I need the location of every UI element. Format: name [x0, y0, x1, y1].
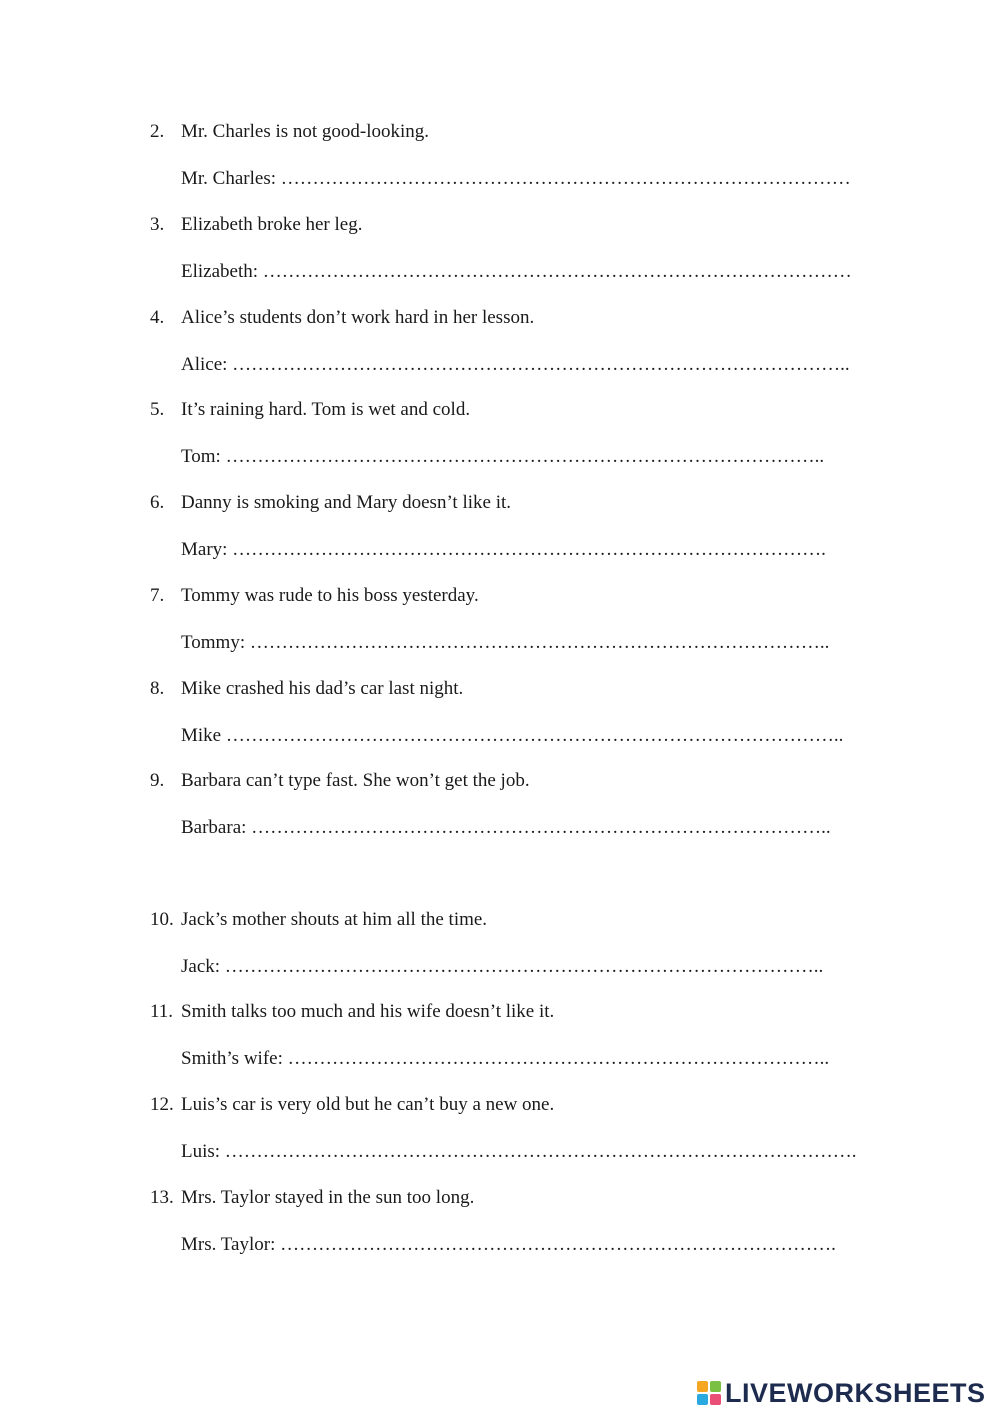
answer-line[interactable]: Tom: …………………………………………………………………………………..	[181, 446, 825, 467]
question-row	[150, 212, 880, 238]
exercise-item-11	[150, 999, 880, 1069]
question-row	[150, 583, 880, 609]
exercise-item-5	[150, 397, 880, 467]
exercise-item-9	[150, 768, 880, 838]
question-text: Luis’s car is very old but he can’t buy a new one.	[181, 1094, 555, 1115]
answer-line[interactable]: Mike ……………………………………………………………………………………..	[181, 725, 844, 746]
exercise-item-13	[150, 1185, 880, 1255]
question-row	[150, 397, 880, 423]
answer-line[interactable]: Mary: ………………………………………………………………………………….	[181, 539, 826, 560]
exercise-item-12	[150, 1092, 880, 1162]
exercise-item-4	[150, 305, 880, 375]
answer-line[interactable]: Elizabeth: …………………………………………………………………………………	[181, 261, 852, 282]
exercise-item-6	[150, 490, 880, 560]
logo-mark-icon	[697, 1381, 721, 1405]
question-text: Mike crashed his dad’s car last night.	[181, 678, 464, 699]
question-text: Smith talks too much and his wife doesn’t like it.	[181, 1001, 555, 1022]
answer-line[interactable]: Barbara: ………………………………………………………………………………..	[181, 817, 831, 838]
question-row	[150, 676, 880, 702]
item-number: 5.	[150, 399, 165, 420]
question-text: Alice’s students don’t work hard in her lesson.	[181, 307, 535, 328]
item-number: 10.	[150, 909, 174, 930]
question-row	[150, 1185, 880, 1211]
item-number: 3.	[150, 214, 165, 235]
item-number: 2.	[150, 121, 165, 142]
liveworksheets-logo	[697, 1377, 986, 1409]
answer-line[interactable]: Alice: ……………………………………………………………………………………..	[181, 354, 850, 375]
question-row	[150, 999, 880, 1025]
item-number: 12.	[150, 1094, 174, 1115]
item-number: 7.	[150, 585, 165, 606]
question-text: Mr. Charles is not good-looking.	[181, 121, 430, 142]
item-number: 6.	[150, 492, 165, 513]
question-row	[150, 490, 880, 516]
question-text: It’s raining hard. Tom is wet and cold.	[181, 399, 471, 420]
question-text: Tommy was rude to his boss yesterday.	[181, 585, 479, 606]
exercise-item-7	[150, 583, 880, 653]
question-row	[150, 305, 880, 331]
question-row	[150, 907, 880, 933]
answer-line[interactable]: Tommy: ………………………………………………………………………………..	[181, 632, 830, 653]
answer-line[interactable]: Luis: ……………………………………………………………………………………….	[181, 1141, 857, 1162]
exercise-item-10	[150, 907, 880, 977]
logo-square-icon	[710, 1381, 721, 1392]
item-number: 13.	[150, 1187, 174, 1208]
logo-square-icon	[710, 1394, 721, 1405]
logo-square-icon	[697, 1394, 708, 1405]
exercise-item-3	[150, 212, 880, 282]
item-number: 9.	[150, 770, 165, 791]
logo-square-icon	[697, 1381, 708, 1392]
logo-text: LIVEWORKSHEETS	[725, 1378, 986, 1408]
question-row	[150, 768, 880, 794]
exercise-item-2	[150, 119, 880, 189]
answer-line[interactable]: Mr. Charles: ………………………………………………………………………………	[181, 168, 851, 189]
item-number: 8.	[150, 678, 165, 699]
question-text: Danny is smoking and Mary doesn’t like it.	[181, 492, 512, 513]
item-number: 11.	[150, 1001, 174, 1022]
question-row	[150, 1092, 880, 1118]
answer-line[interactable]: Mrs. Taylor: …………………………………………………………………………….	[181, 1234, 836, 1255]
question-text: Mrs. Taylor stayed in the sun too long.	[181, 1187, 475, 1208]
item-number: 4.	[150, 307, 165, 328]
question-text: Barbara can’t type fast. She won’t get the job.	[181, 770, 530, 791]
exercise-item-8	[150, 676, 880, 746]
answer-line[interactable]: Smith’s wife: …………………………………………………………………………..	[181, 1048, 830, 1069]
question-row	[150, 119, 880, 145]
question-text: Jack’s mother shouts at him all the time.	[181, 909, 488, 930]
question-text: Elizabeth broke her leg.	[181, 214, 363, 235]
answer-line[interactable]: Jack: …………………………………………………………………………………..	[181, 956, 824, 977]
